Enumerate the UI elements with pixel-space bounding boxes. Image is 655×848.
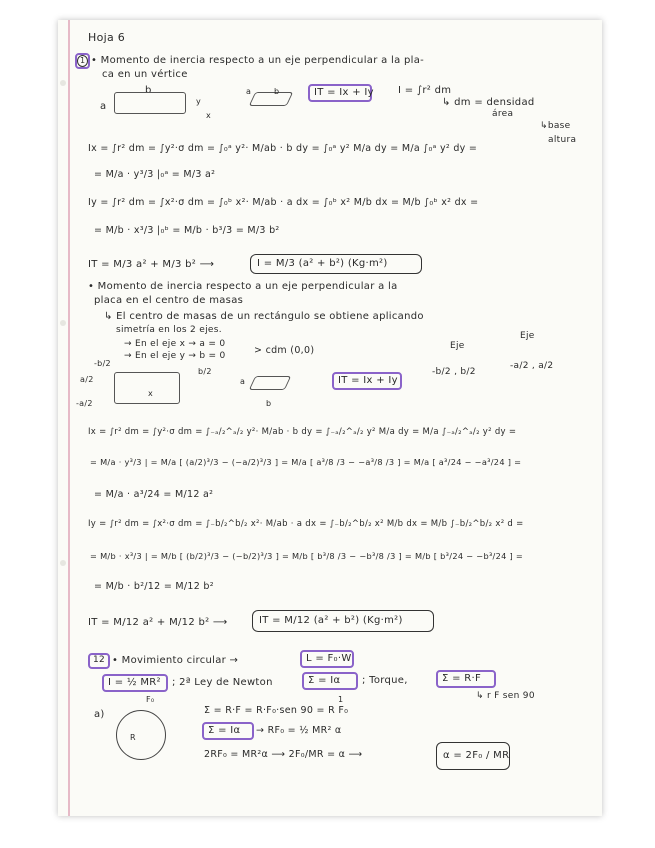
centered-plate-rectangle xyxy=(114,372,180,404)
section-number-box xyxy=(75,53,90,69)
box2-3d-sketch xyxy=(249,376,292,390)
section3-title: • Movimiento circular → xyxy=(112,655,239,666)
axis-x-label: x xyxy=(206,111,212,120)
force-label: F₀ xyxy=(146,695,155,704)
newton-law-label: ; 2ª Ley de Newton xyxy=(172,677,273,688)
torque-label: ; Torque, xyxy=(362,675,408,686)
sin-value: 1 xyxy=(338,695,344,704)
cdm-note-3: → En el eje x → a = 0 xyxy=(124,339,226,349)
ix-result: = M/a · y³/3 |₀ᵃ = M/3 a² xyxy=(94,169,216,180)
box2-a-label: a xyxy=(240,377,246,386)
altura-note: altura xyxy=(548,135,577,145)
inertia-disk-formula: I = ½ MR² xyxy=(108,677,161,688)
ix-cm-result-2: = M/a · a³/24 = M/12 a² xyxy=(94,489,214,500)
dm-definition: ↳ dm = densidad xyxy=(442,97,535,108)
newton-law-box xyxy=(302,672,358,690)
ix-derivation: Ix = ∫r² dm = ∫y²·σ dm = ∫₀ᵃ y²· M/ab · b dy = ∫₀ᵃ y² M/a dy = M/a ∫₀ᵃ y² dy = xyxy=(88,143,478,154)
iy-cm-result-1: = M/b · x³/3 | = M/b [ (b/2)³/3 − (−b/2)³/3 ] = M/b [ b³/8 /3 − −b³/8 /3 ] = M/b [ b³/24 − −b³/24 ] = xyxy=(90,551,524,561)
it-cm-final-result: IT = M/12 (a² + b²) (Kg·m²) xyxy=(259,615,403,626)
disk-sketch xyxy=(116,710,166,760)
iy-cm-result-2: = M/b · b²/12 = M/12 b² xyxy=(94,581,214,592)
neg-b-half-label: -b/2 xyxy=(94,359,111,368)
boxed-formula-2: IT = Ix + Iy xyxy=(338,375,398,386)
section-number: 1 xyxy=(77,55,88,67)
b-half-label: b/2 xyxy=(198,367,212,376)
binder-hole xyxy=(60,80,66,86)
section3-number: 12 xyxy=(93,655,106,665)
iy-derivation: Iy = ∫r² dm = ∫x²·σ dm = ∫₀ᵇ x²· M/ab · a dx = ∫₀ᵇ x² M/b dx = M/b ∫₀ᵇ x² dx = xyxy=(88,197,479,208)
page-header: Hoja 6 xyxy=(88,31,126,44)
it-final-result: I = M/3 (a² + b²) (Kg·m²) xyxy=(257,258,388,269)
newton-law-formula: Σ = Iα xyxy=(308,675,341,686)
plate-rectangle xyxy=(114,92,186,114)
sigma-box-2 xyxy=(202,722,254,740)
angular-momentum-box xyxy=(300,650,354,668)
torque-inertia-equation: → RF₀ = ½ MR² α xyxy=(256,725,342,736)
result-box xyxy=(250,254,422,274)
section2-title-line-1: • Momento de inercia respecto a un eje perpendicular a la xyxy=(88,281,398,292)
eje-point-1: -b/2 , b/2 xyxy=(432,367,476,377)
alpha-result-box xyxy=(436,742,510,770)
a-half-label: a/2 xyxy=(80,375,94,384)
boxed-formula: IT = Ix + Iy xyxy=(314,87,374,98)
inertia-disk-box xyxy=(102,674,168,692)
torque-expansion: ↳ r F sen 90 xyxy=(476,691,535,701)
torque-equation: Σ = R·F = R·F₀·sen 90 = R F₀ xyxy=(204,705,349,716)
cdm-origin: > cdm (0,0) xyxy=(254,345,315,356)
alpha-result: α = 2F₀ / MR xyxy=(443,750,510,761)
it-sum: IT = M/3 a² + M/3 b² ⟶ xyxy=(88,259,215,270)
inertia-definition: I = ∫r² dm xyxy=(398,85,452,96)
centered-axis-x: x xyxy=(148,389,154,398)
axis-y-label: y xyxy=(196,97,202,106)
section2-title-line-2: placa en el centro de masas xyxy=(94,295,244,306)
part-a-label: a) xyxy=(94,709,105,720)
sigma-formula-2: Σ = Iα xyxy=(208,725,241,736)
binder-hole xyxy=(60,320,66,326)
cdm-note-2: simetría en los 2 ejes. xyxy=(116,325,222,335)
box2-b-label: b xyxy=(266,399,272,408)
section-title-line-2: ca en un vértice xyxy=(102,69,188,80)
ix-cm-result-1: = M/a · y³/3 | = M/a [ (a/2)³/3 − (−a/2)³/3 ] = M/a [ a³/8 /3 − −a³/8 /3 ] = M/a [ a³/24 − −a³/24 ] = xyxy=(90,457,522,467)
formula-box xyxy=(308,84,372,102)
result-box-2 xyxy=(252,610,434,632)
radius-label: R xyxy=(130,733,136,742)
formula-box-2 xyxy=(332,372,402,390)
base-note: ↳base xyxy=(540,121,571,131)
section3-number-box xyxy=(88,653,110,669)
notebook-page xyxy=(58,20,602,816)
ix-cm-derivation: Ix = ∫r² dm = ∫y²·σ dm = ∫₋ₐ/₂^ₐ/₂ y²· M/ab · b dy = ∫₋ₐ/₂^ₐ/₂ y² M/a dy = M/a ∫₋ₐ/₂^ₐ/₂ y² dy = xyxy=(88,427,517,437)
torque-box xyxy=(436,670,496,688)
box-a-label: a xyxy=(246,87,252,96)
box-b-label: b xyxy=(274,87,280,96)
iy-cm-derivation: Iy = ∫r² dm = ∫x²·σ dm = ∫₋b/₂^b/₂ x²· M/ab · a dx = ∫₋b/₂^b/₂ x² M/b dx = M/b ∫₋b/₂^b/₂ x² d = xyxy=(88,519,524,529)
eje-label-2: Eje xyxy=(520,331,535,341)
neg-a-half-label: -a/2 xyxy=(76,399,93,408)
angular-momentum-formula: L = F₀·W xyxy=(306,653,352,664)
cdm-note-1: ↳ El centro de masas de un rectángulo se obtiene aplicando xyxy=(104,311,424,322)
box-3d-sketch xyxy=(249,92,294,106)
binder-hole xyxy=(60,560,66,566)
iy-result: = M/b · x³/3 |₀ᵇ = M/b · b³/3 = M/3 b² xyxy=(94,225,280,236)
margin-line xyxy=(68,20,70,816)
it-cm-sum: IT = M/12 a² + M/12 b² ⟶ xyxy=(88,617,228,628)
alpha-derivation: 2RF₀ = MR²α ⟶ 2F₀/MR = α ⟶ xyxy=(204,749,363,760)
eje-label-1: Eje xyxy=(450,341,465,351)
dimension-a-label: a xyxy=(100,101,107,112)
dm-definition-area: área xyxy=(492,109,514,119)
eje-point-2: -a/2 , a/2 xyxy=(510,361,554,371)
section-title-line-1: • Momento de inercia respecto a un eje perpendicular a la pla- xyxy=(91,55,425,66)
cdm-note-4: → En el eje y → b = 0 xyxy=(124,351,226,361)
torque-formula: Σ = R·F xyxy=(442,673,482,684)
dimension-b-label: b xyxy=(145,85,152,96)
